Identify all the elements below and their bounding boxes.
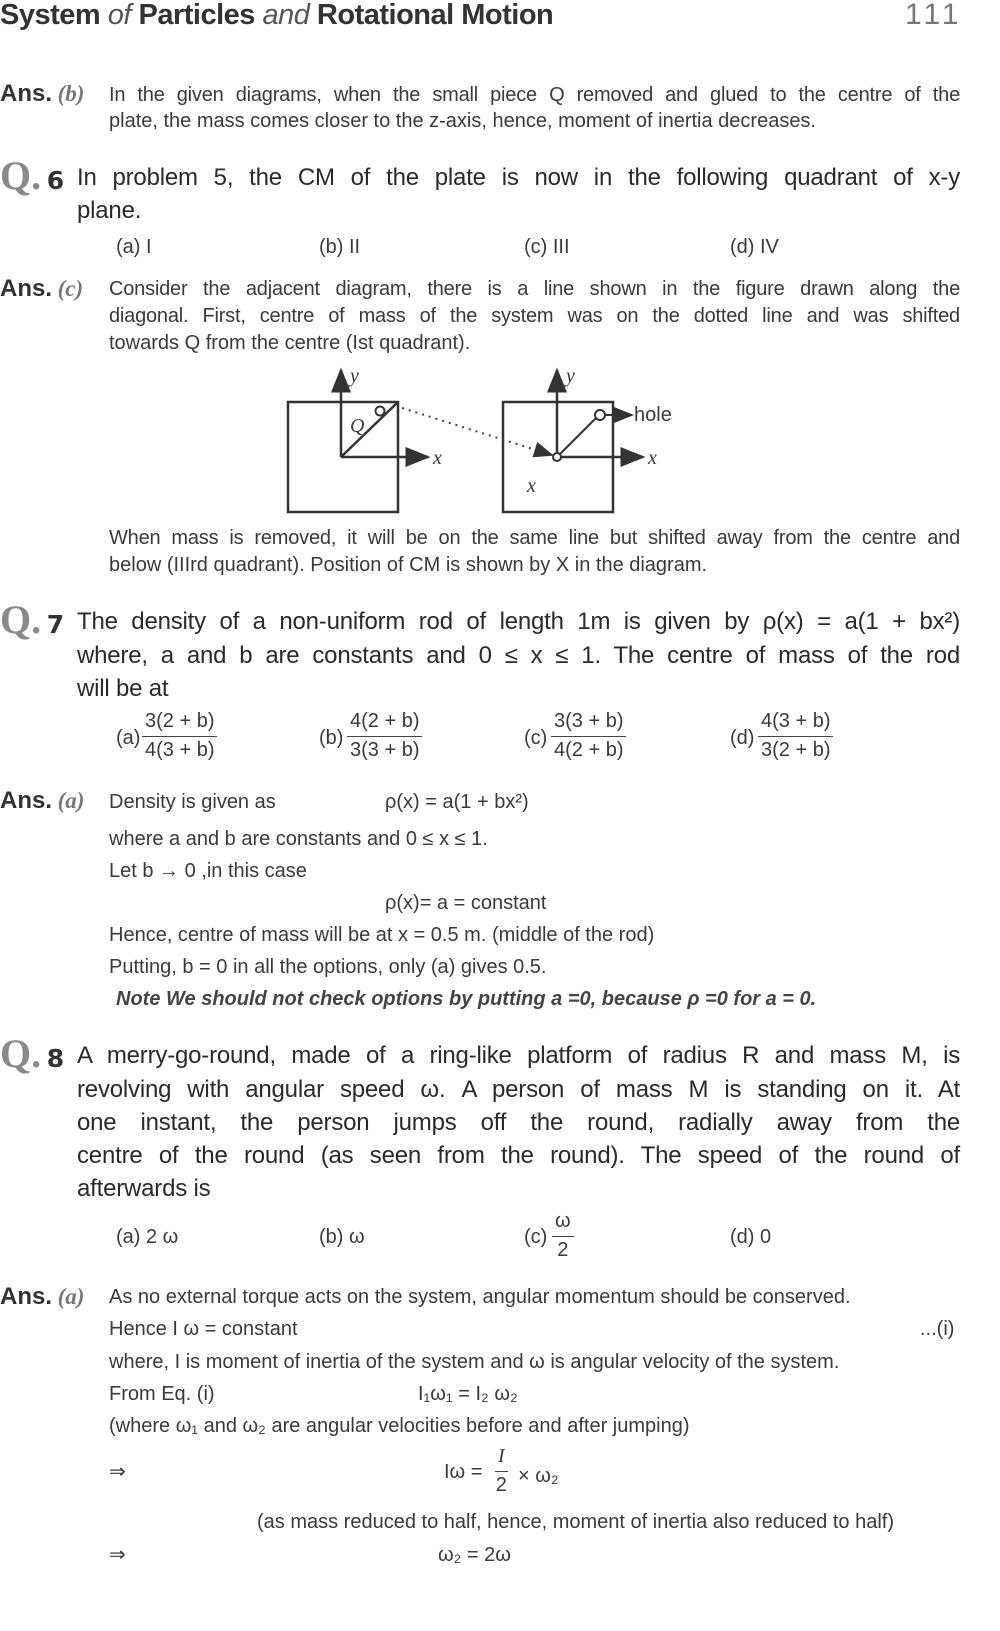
question-marker: Q. 8 [0,1031,65,1076]
option-d-fraction: $\frac{4(3 + b)}{3(2 + b)}$ [758,708,833,763]
answer-text: Let b → 0 ,in this case [109,860,307,882]
equation: I₁ω₁ = I₂ ω₂ [418,1383,518,1405]
diagonal [557,416,598,457]
option-c: (c) III [524,236,570,258]
option-b: (b) II [319,236,361,258]
answer-label: Ans. (a) [0,1283,85,1310]
answer-text: Hence, centre of mass will be at x = 0.5 m. (middle of the rod) [109,924,655,946]
answer-text: Hence I ω = constant [109,1318,298,1340]
cm-diagram [0,0,1000,530]
q-label: Q [350,415,365,437]
answer-text: Consider the adjacent diagram, there is a line shown in the figure drawn along the [109,278,960,300]
answer-label: Ans. (a) [0,787,85,814]
question-text: In problem 5, the CM of the plate is now in the following quadrant of x-y [77,164,960,191]
question-text: one instant, the person jumps off the round, radially away from the [77,1109,960,1136]
option-d: (d) IV [730,236,779,258]
question-text: The density of a non-uniform rod of length 1m is given by ρ(x) = a(1 + bx²) [77,608,960,635]
option-a: (a) 2 ω [116,1226,179,1248]
option-c-fraction: $\frac{\omega}{2}$ [552,1208,574,1263]
answer-text: diagonal. First, centre of mass of the system was on the dotted line and was shifted [109,305,960,327]
equation: × ω₂ [518,1465,559,1487]
question-text: revolving with angular speed ω. A person of mass M is standing on it. At [77,1076,960,1103]
answer-label: Ans. (b) [0,80,85,107]
equation: Iω = [444,1461,483,1483]
answer-text: (as mass reduced to half, hence, moment of inertia also reduced to half) [257,1511,895,1533]
y-label: y [350,365,359,387]
fraction-i-over-2: $\frac{I}{2}$ [495,1445,507,1496]
equation: ρ(x)= a = constant [385,892,547,914]
equation: ρ(x) = a(1 + bx²) [385,791,529,813]
x-label: x [433,447,442,469]
hole-label: hole [634,404,672,426]
page-number: 111 [905,0,963,31]
question-text: A merry-go-round, made of a ring-like platform of radius R and mass M, is [77,1042,960,1069]
implies-symbol: ⇒ [109,1461,126,1483]
y-label: y [566,365,575,387]
note: Note We should not check options by putting a =0, because ρ =0 for a = 0. [116,988,817,1010]
question-text: afterwards is [77,1175,211,1202]
answer-text: (where ω₁ and ω₂ are angular velocities before and after jumping) [109,1415,690,1437]
option-b-fraction: $\frac{4(2 + b)}{3(3 + b)}$ [347,708,422,763]
option-c-fraction: $\frac{3(3 + b)}{4(2 + b)}$ [551,708,626,763]
cm-label: x [527,475,536,497]
equation-ref: ...(i) [920,1318,955,1340]
answer-text: below (IIIrd quadrant). Position of CM is shown by X in the diagram. [109,554,708,576]
option-a: (a) I [116,236,152,258]
option-c-label: (c) [524,1226,548,1248]
centre-glued-piece [553,453,561,461]
page-header-title: System of Particles and Rotational Motion [0,0,554,31]
equation: ω₂ = 2ω [438,1544,511,1566]
question-marker: Q. 7 [0,597,65,642]
option-a-label: (a) [116,727,141,749]
answer-text: As no external torque acts on the system, angular momentum should be conserved. [109,1286,851,1308]
x-label: x [648,447,657,469]
option-d-label: (d) [730,727,755,749]
piece-q [376,407,385,416]
dotted-line [402,408,552,455]
option-d: (d) 0 [730,1226,772,1248]
answer-text: From Eq. (i) [109,1383,215,1405]
answer-text: plate, the mass comes closer to the z-axis, hence, moment of inertia decreases. [109,110,816,132]
option-c-label: (c) [524,727,548,749]
option-b-label: (b) [319,727,344,749]
question-text: will be at [77,675,169,702]
answer-text: Density is given as [109,791,276,813]
option-b: (b) ω [319,1226,365,1248]
option-a-fraction: $\frac{3(2 + b)}{4(3 + b)}$ [142,708,217,763]
answer-text: Putting, b = 0 in all the options, only (a) gives 0.5. [109,956,547,978]
hole [595,410,605,420]
answer-text: where, I is moment of inertia of the system and ω is angular velocity of the system. [109,1351,840,1373]
question-text: plane. [77,197,142,224]
answer-text: towards Q from the centre (Ist quadrant). [109,332,471,354]
question-text: centre of the round (as seen from the round). The speed of the round of [77,1142,960,1169]
answer-text: When mass is removed, it will be on the same line but shifted away from the centre and [109,527,960,549]
question-text: where, a and b are constants and 0 ≤ x ≤ 1. The centre of mass of the rod [77,642,960,669]
answer-text: In the given diagrams, when the small piece Q removed and glued to the centre of the [109,84,960,106]
answer-label: Ans. (c) [0,275,84,302]
answer-text: where a and b are constants and 0 ≤ x ≤ 1. [109,828,488,850]
question-marker: Q. 6 [0,153,65,198]
implies-symbol: ⇒ [109,1544,126,1566]
